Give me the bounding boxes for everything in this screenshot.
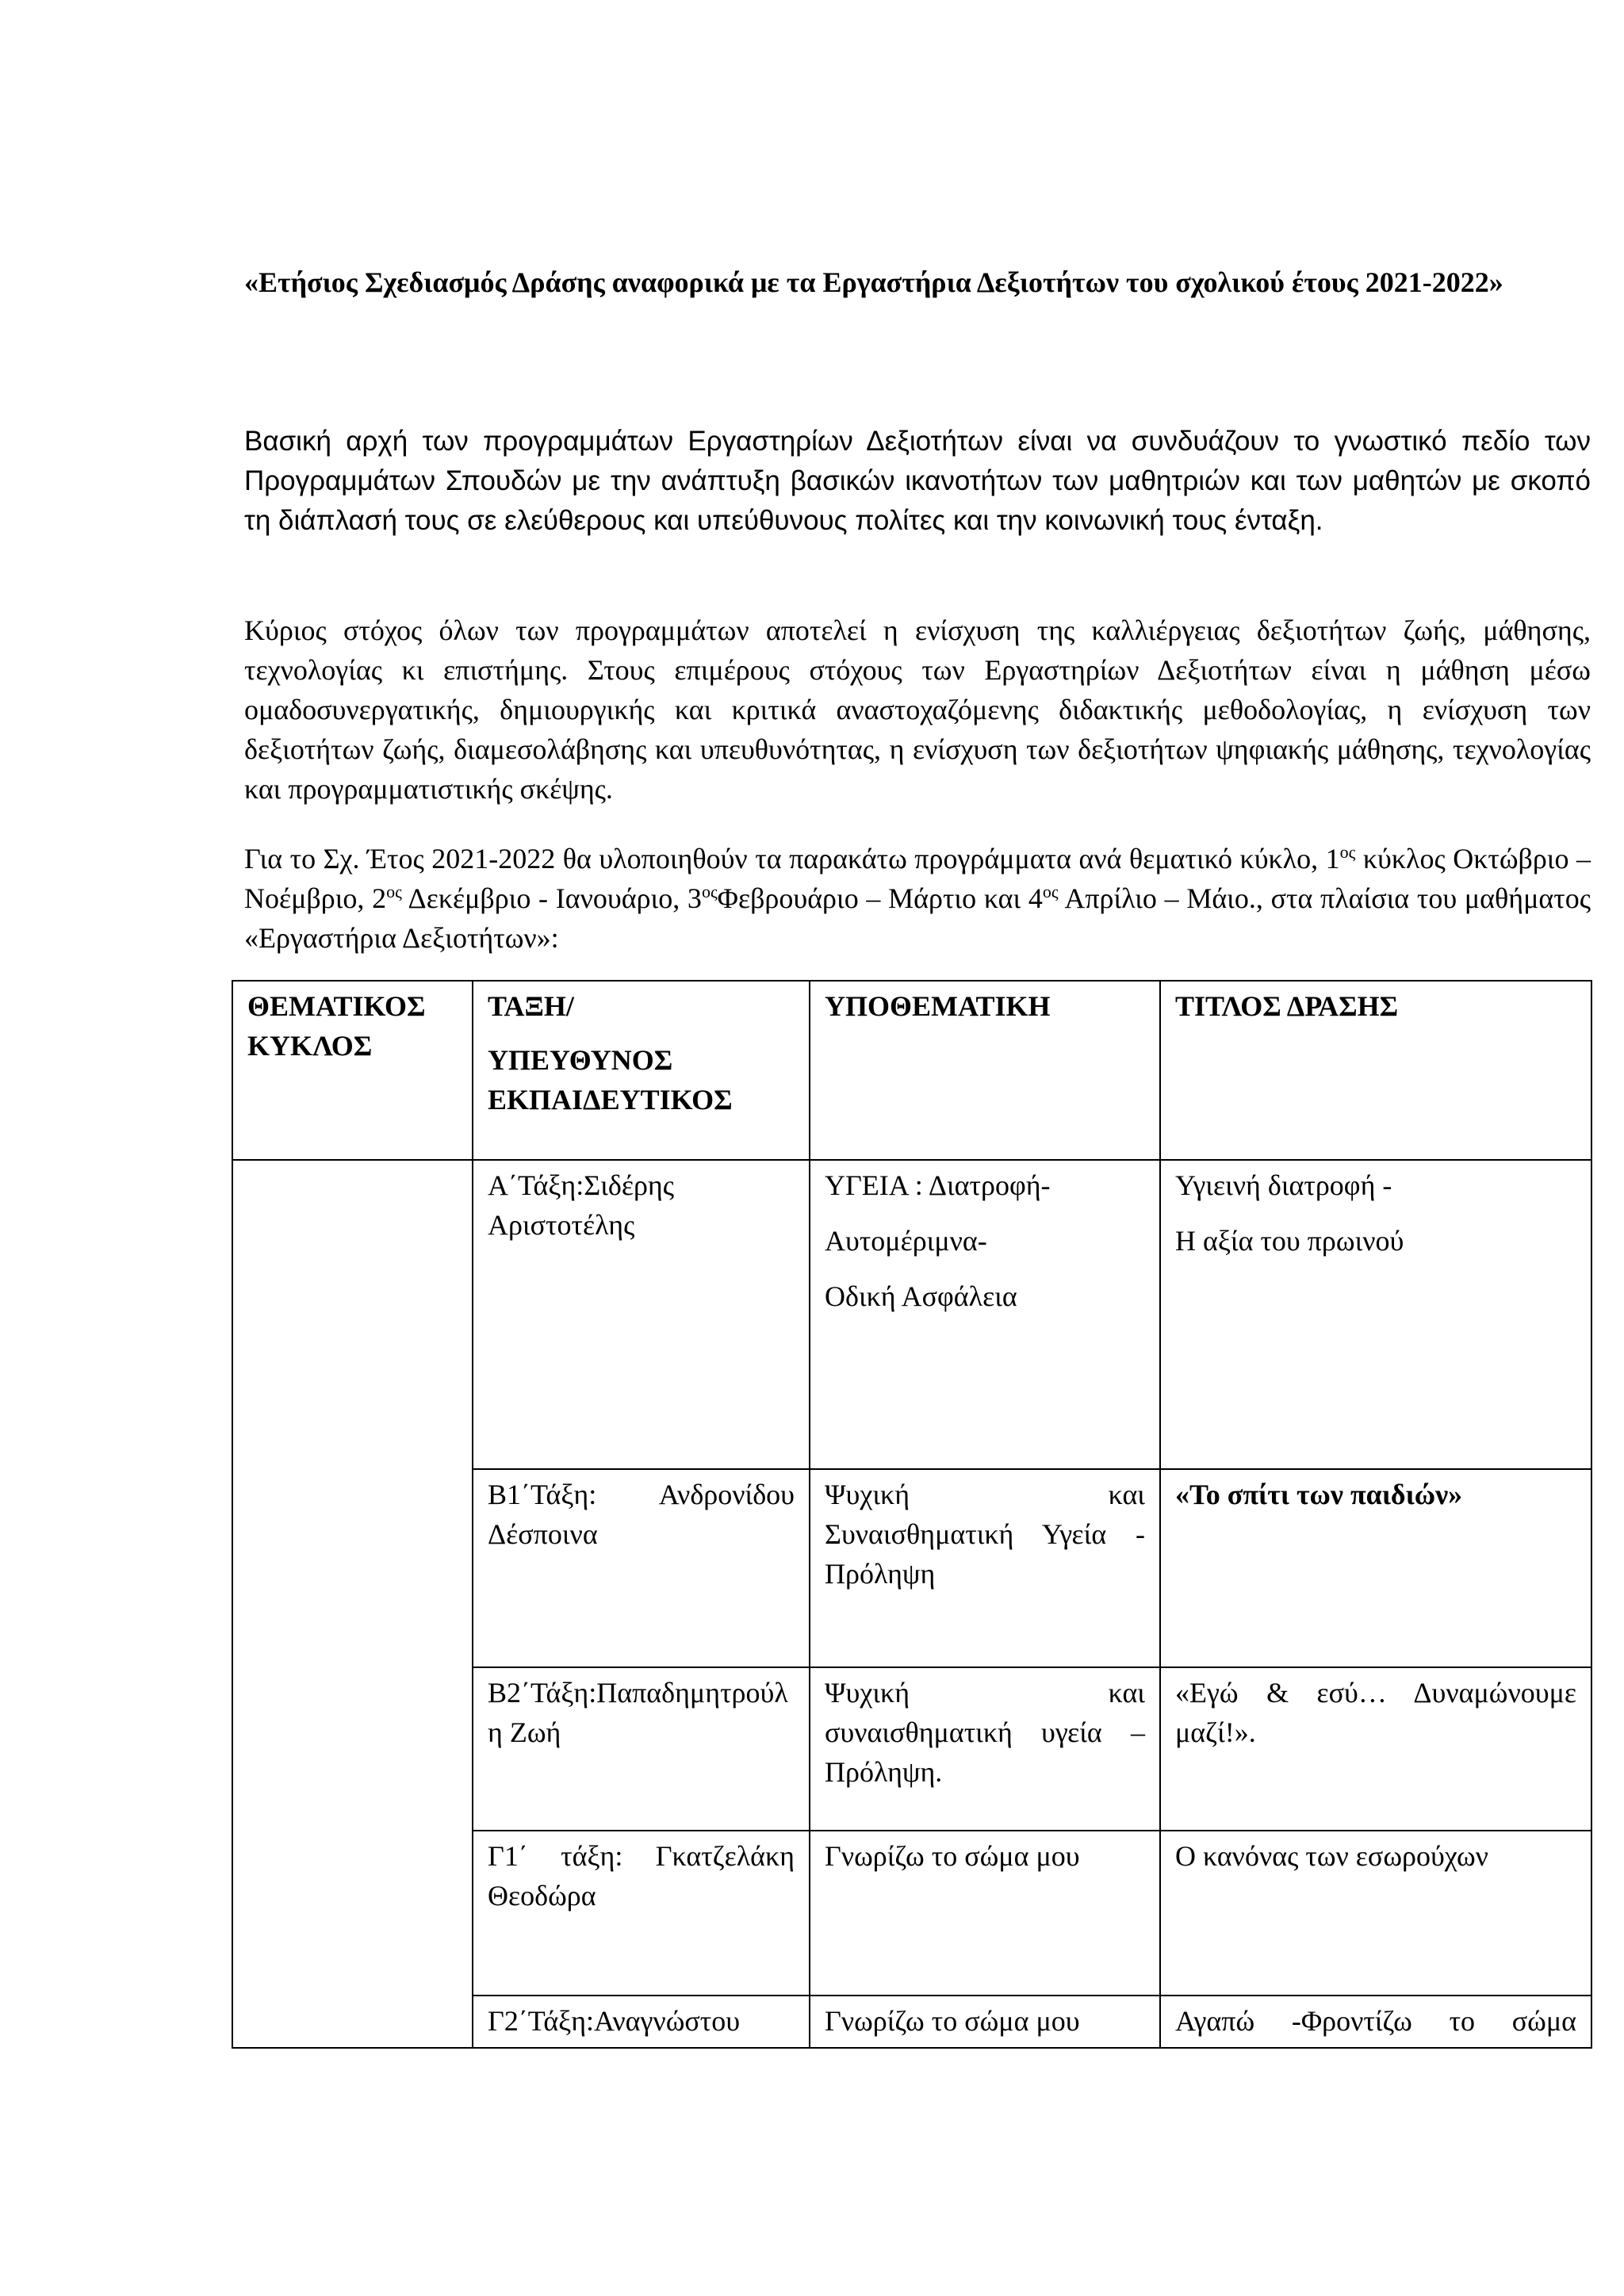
action-title-line: Η αξία του πρωινού [1175, 1225, 1404, 1257]
action-title-cell: «Εγώ & εσύ… Δυναμώνουμε μαζί!». [1160, 1667, 1591, 1831]
subtopic-line: ΥΓΕΙΑ : Διατροφή- [825, 1169, 1051, 1201]
action-title-line: Υγιεινή διατροφή - [1175, 1169, 1392, 1201]
schedule-text-3: Δεκέμβριο - Ιανουάριο, 3 [401, 882, 702, 914]
subtopic-cell: Γνωρίζω το σώμα μου [810, 1831, 1160, 1996]
schedule-text-5: Απρίλιο – Μάιο., στα πλαίσια του μαθήματος «Εργαστήρια Δεξιοτήτων»: [244, 882, 1591, 954]
goals-paragraph: Κύριος στόχος όλων των προγραμμάτων αποτελεί η ενίσχυση της καλλιέργειας δεξιοτήτων ζωής, μάθησης, τεχνολογίας κι επιστήμης. Στους επιμέρους στόχους των Εργαστηρίων Δεξιοτήτων είναι η μάθηση μέσω ομαδοσυνεργατικής, δημιουργικής και κριτικά αναστοχαζόμενης διδακτικής μεθοδολογίας, η ενίσχυση των δεξιοτήτων ζωής, διαμεσολάβησης και υπευθυνότητας, η ενίσχυση των δεξιοτήτων ψηφιακής μάθησης, τεχνολογίας και προγραμματιστικής σκέψης. [244, 614, 1591, 805]
table-header-row [232, 981, 1591, 1160]
header-class-teacher [473, 981, 810, 1160]
subtopic-cell: Γνωρίζω το σώμα μου [810, 1996, 1160, 2048]
table-row [232, 1160, 1591, 1469]
ordinal-suffix-4: ος [1042, 882, 1059, 901]
class-teacher-cell: Α΄Τάξη:Σιδέρης Αριστοτέλης [473, 1160, 810, 1469]
header-action-title: ΤΙΤΛΟΣ ΔΡΑΣΗΣ [1160, 981, 1591, 1160]
subtopic-line: Οδική Ασφάλεια [825, 1280, 1017, 1312]
schedule-paragraph [244, 839, 1591, 958]
class-teacher-cell: Γ1΄ τάξη: Γκατζελάκη Θεοδώρα [473, 1831, 810, 1996]
subtopic-cell: Ψυχική και Συναισθηματική Υγεία - Πρόληψη [810, 1469, 1160, 1667]
subtopic-cell [810, 1160, 1160, 1469]
subtopic-line: Αυτομέριμνα- [825, 1225, 987, 1257]
class-teacher-cell: Γ2΄Τάξη:Αναγνώστου [473, 1996, 810, 2048]
ordinal-suffix-1: ος [1339, 842, 1356, 862]
schedule-text-1: Για το Σχ. Έτος 2021-2022 θα υλοποιηθούν τα παρακάτω προγράμματα ανά θεματικό κύκλο, 1 [244, 843, 1340, 874]
action-title-cell: Ο κανόνας των εσωρούχων [1160, 1831, 1591, 1996]
action-title-cell [1160, 1160, 1591, 1469]
thematic-cycle-cell [232, 1160, 473, 2048]
header-subtopic: ΥΠΟΘΕΜΑΤΙΚΗ [810, 981, 1160, 1160]
subtopic-cell: Ψυχική και συναισθηματική υγεία – Πρόληψη. [810, 1667, 1160, 1831]
class-teacher-cell: Β2΄Τάξη:Παπαδημητρούλη Ζωή [473, 1667, 810, 1831]
schedule-text-2: κύκλος Οκτώβριο – Νοέμβριο, 2 [244, 843, 1591, 914]
action-title-cell: Αγαπώ -Φροντίζω το σώμα [1160, 1996, 1591, 2048]
intro-paragraph: Βασική αρχή των προγραμμάτων Εργαστηρίων Δεξιοτήτων είναι να συνδυάζουν το γνωστικό πεδίο των Προγραμμάτων Σπουδών με την ανάπτυξη βασικών ικανοτήτων των μαθητριών και των μαθητών με σκοπό τη διάπλασή τους σε ελεύθερους και υπεύθυνους πολίτες και την κοινωνική τους ένταξη. [244, 426, 1591, 536]
header-teacher-label: ΥΠΕΥΘΥΝΟΣ ΕΚΠΑΙΔΕΥΤΙΚΟΣ [488, 1044, 733, 1115]
ordinal-suffix-3: ος [701, 882, 718, 901]
ordinal-suffix-2: ος [386, 882, 402, 901]
programs-table [232, 980, 1592, 2049]
schedule-text-4: Φεβρουάριο – Μάρτιο και 4 [717, 882, 1043, 914]
document-title: «Ετήσιος Σχεδιασμός Δράσης αναφορικά με τα Εργαστήρια Δεξιοτήτων του σχολικού έτους 2021-2022» [244, 266, 1503, 298]
action-title-cell: «Το σπίτι των παιδιών» [1160, 1469, 1591, 1667]
class-teacher-cell: Β1΄Τάξη: Ανδρονίδου Δέσποινα [473, 1469, 810, 1667]
header-thematic-cycle: ΘΕΜΑΤΙΚΟΣ ΚΥΚΛΟΣ [232, 981, 473, 1160]
header-class-label: ΤΑΞΗ/ [488, 990, 574, 1022]
